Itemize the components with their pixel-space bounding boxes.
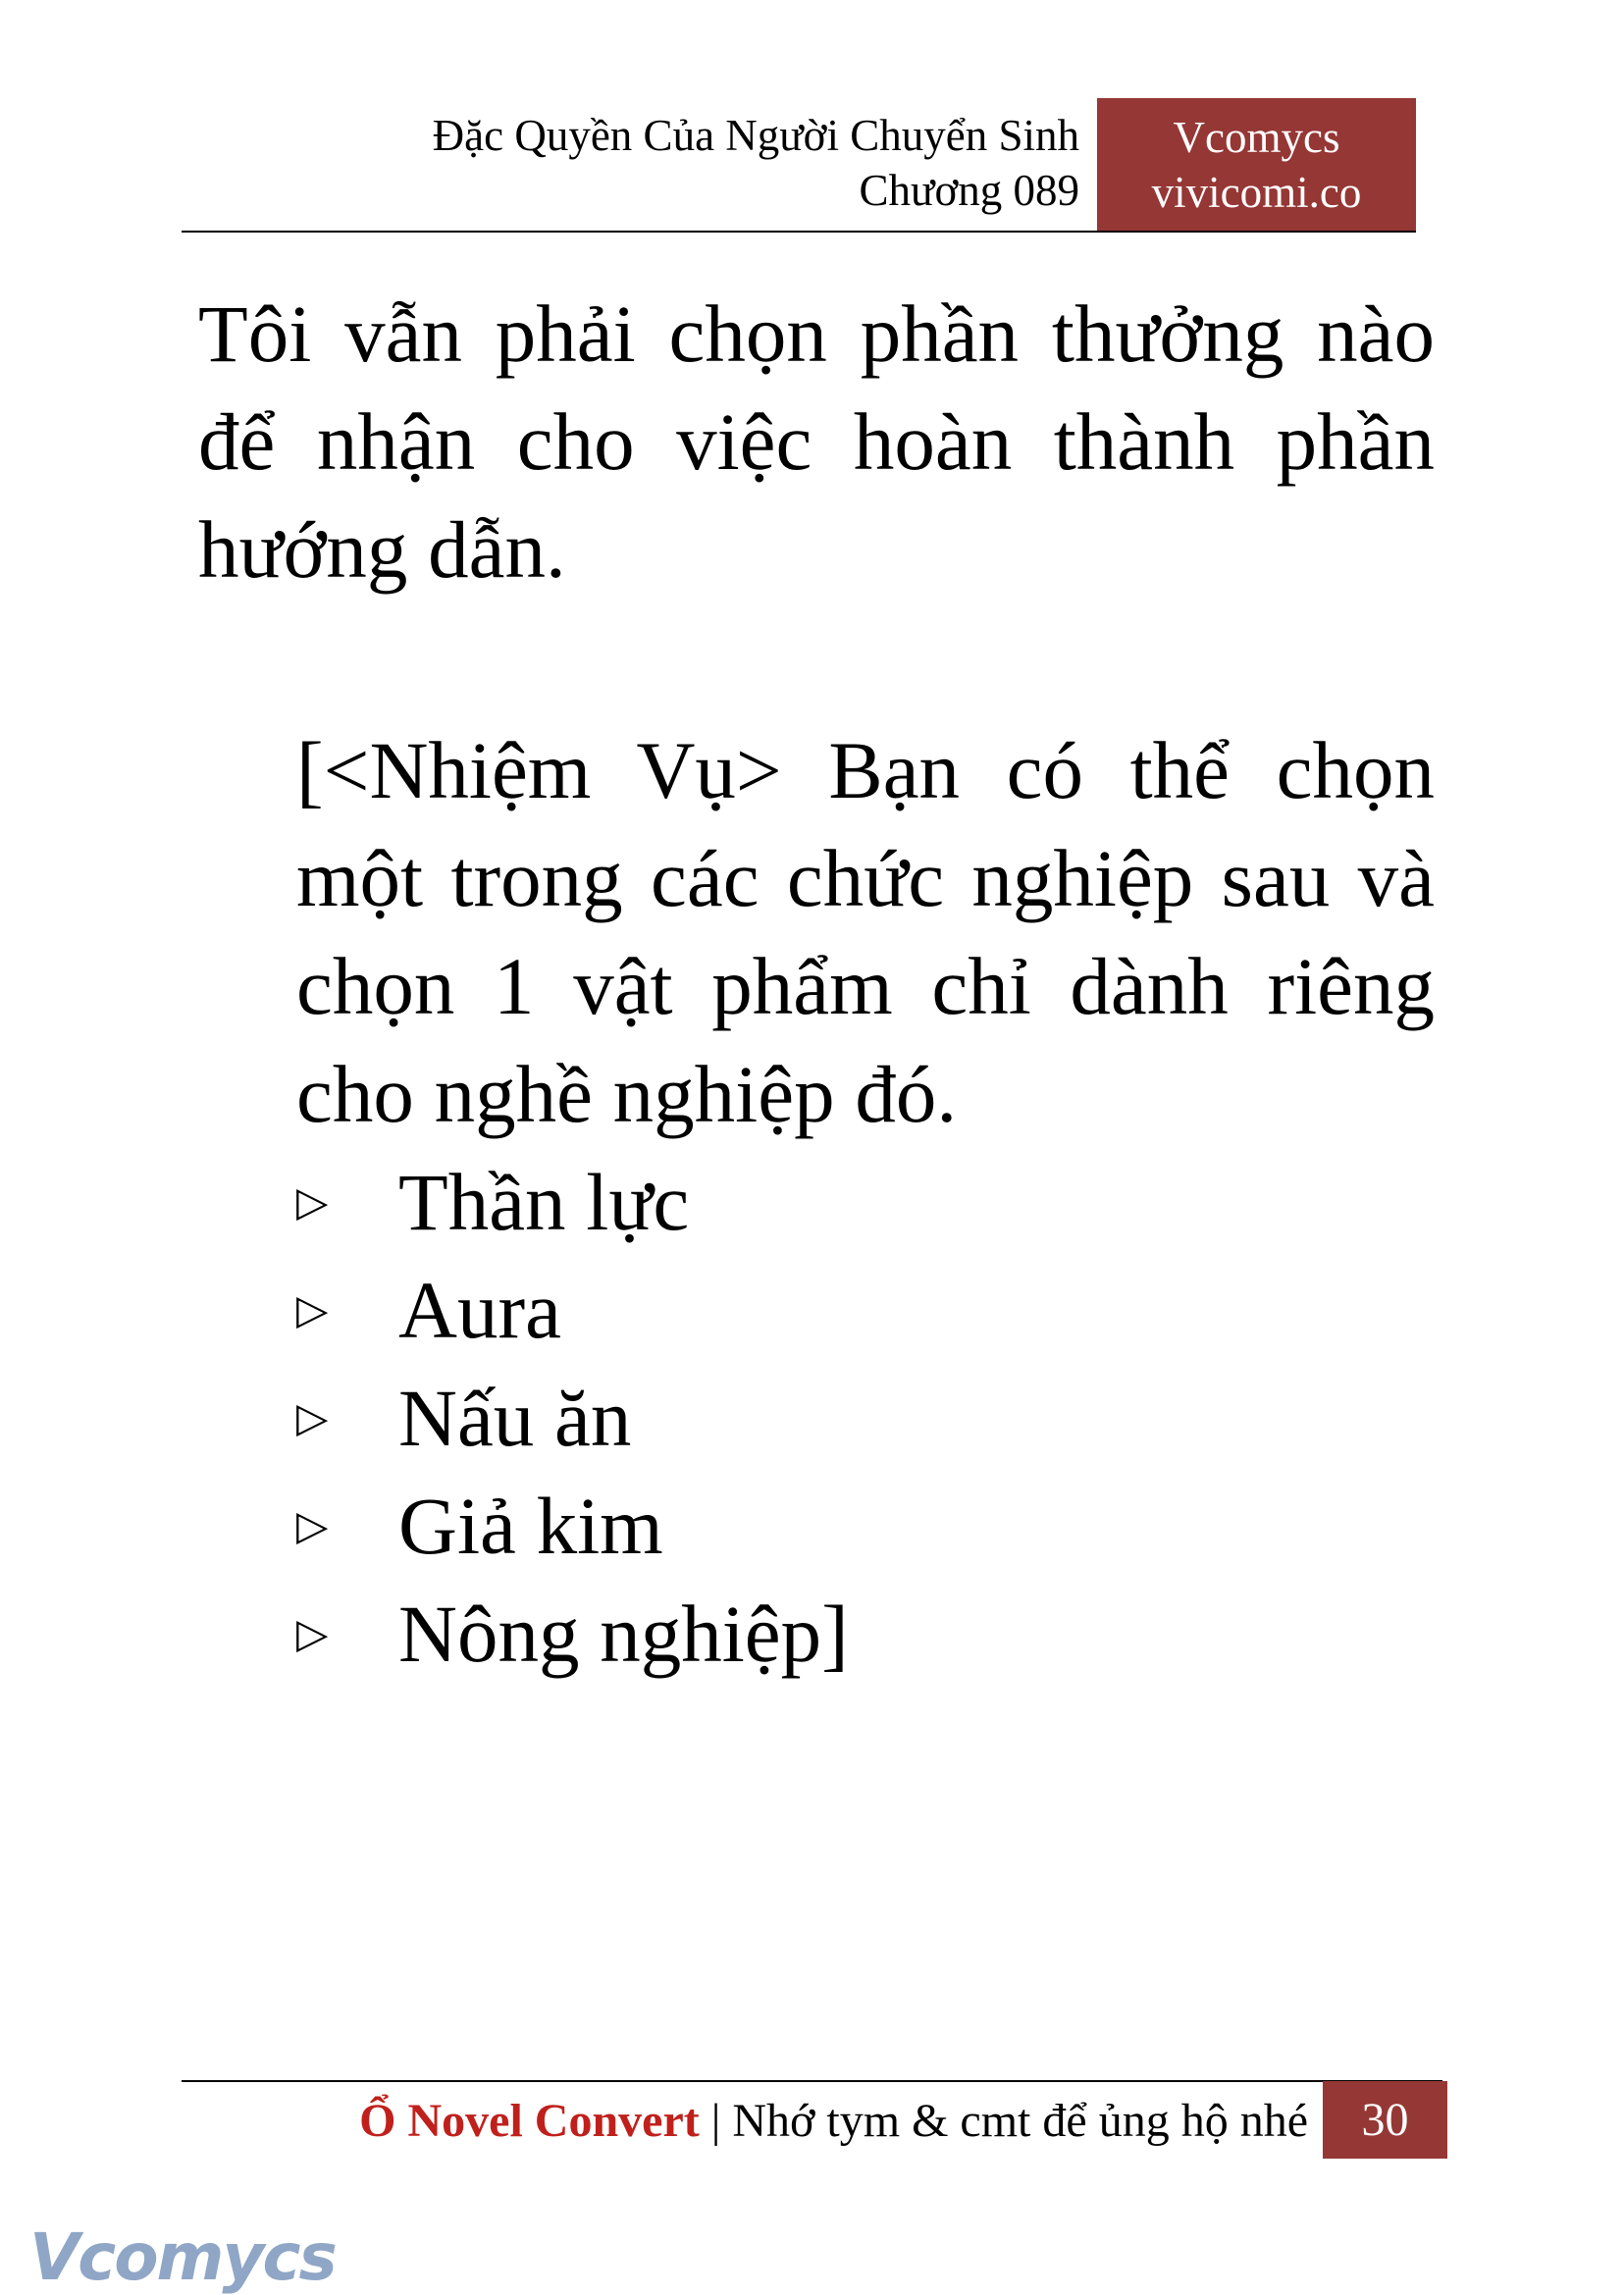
chapter-label: Chương 089 xyxy=(859,166,1079,215)
option-label: Giả kim xyxy=(398,1481,663,1571)
header-divider xyxy=(182,231,1416,233)
site-badge xyxy=(1097,98,1416,232)
site-badge-name: Vcomycs xyxy=(1173,113,1340,162)
footer-divider xyxy=(182,2080,1442,2082)
bullet-triangle-icon: ▷ xyxy=(296,1501,329,1549)
site-badge-url: vivicomi.co xyxy=(1151,168,1362,217)
bullet-triangle-icon: ▷ xyxy=(296,1609,329,1657)
list-item xyxy=(296,1364,849,1472)
footer-message: Nhớ tym & cmt để ủng hộ nhé xyxy=(732,2095,1308,2147)
book-title: Đặc Quyền Của Người Chuyển Sinh xyxy=(432,111,1079,160)
footer-brand: Ổ Novel Convert xyxy=(359,2095,700,2147)
watermark-logo: Vcomycs xyxy=(29,2219,336,2295)
option-label: Aura xyxy=(398,1265,561,1355)
option-label: Nông nghiệp] xyxy=(398,1589,849,1679)
bullet-triangle-icon: ▷ xyxy=(296,1177,329,1226)
list-item xyxy=(296,1580,849,1688)
option-label: Thần lực xyxy=(398,1157,690,1247)
page-number: 30 xyxy=(1323,2081,1447,2159)
quest-text: [<Nhiệm Vụ> Bạn có thể chọn một trong các chức nghiệp sau và chọn 1 vật phẩm chỉ dành riêng cho nghề nghiệp đó. xyxy=(296,725,1435,1139)
option-list xyxy=(296,1148,849,1688)
bullet-triangle-icon: ▷ xyxy=(296,1393,329,1441)
footer-text xyxy=(359,2090,1308,2153)
list-item xyxy=(296,1148,849,1256)
footer-separator: | xyxy=(699,2095,733,2147)
list-item xyxy=(296,1472,849,1580)
body-paragraph: Tôi vẫn phải chọn phần thưởng nào để nhận cho việc hoàn thành phần hướng dẫn. xyxy=(198,288,1435,595)
option-label: Nấu ăn xyxy=(398,1373,632,1463)
header-book-info xyxy=(433,108,1079,218)
bullet-triangle-icon: ▷ xyxy=(296,1285,329,1333)
list-item xyxy=(296,1256,849,1364)
